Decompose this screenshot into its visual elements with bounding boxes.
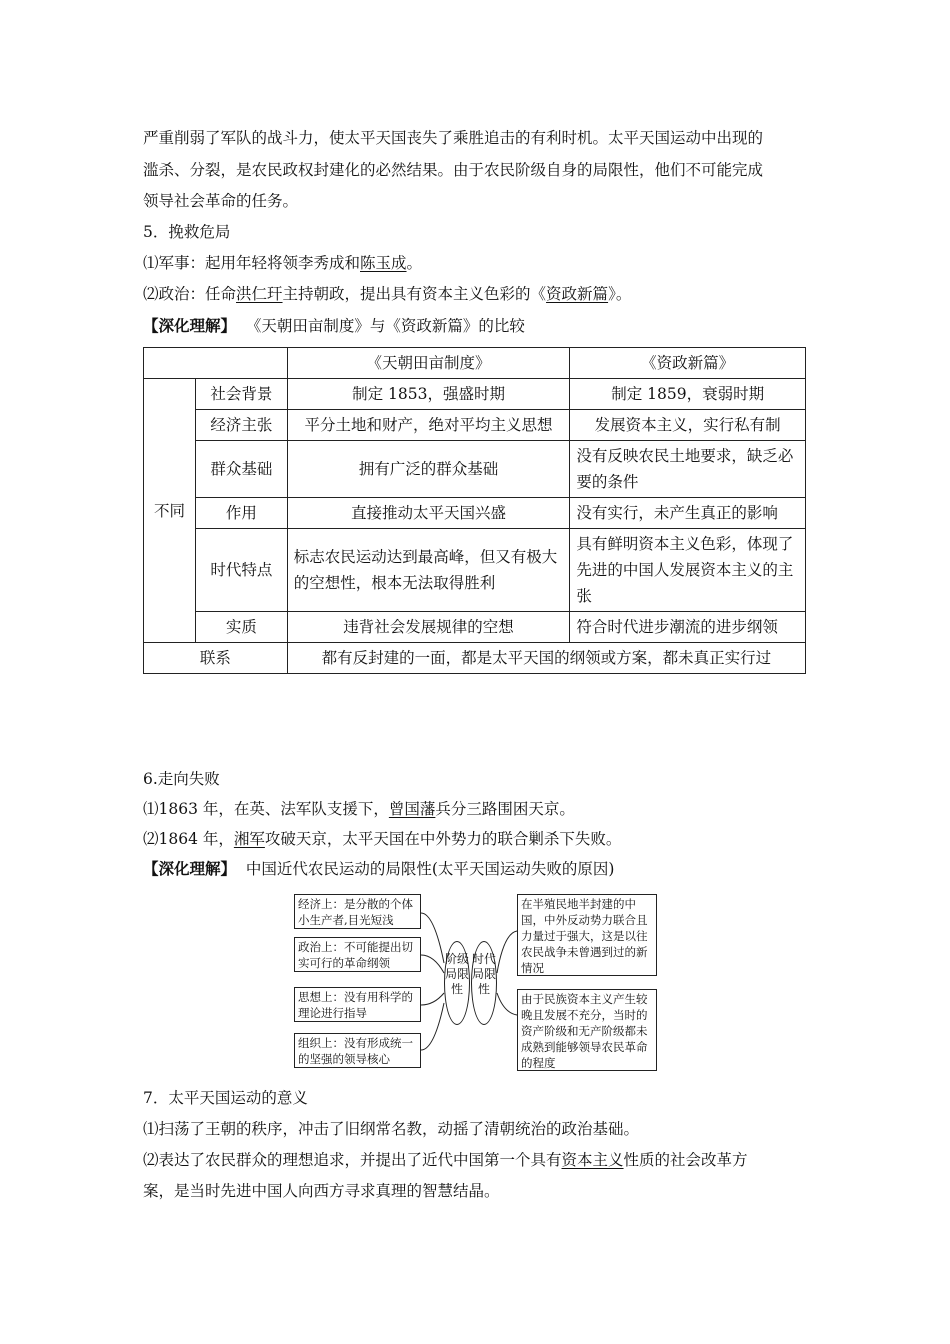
section-5-item-2 xyxy=(143,284,631,304)
table-row-label: 实质 xyxy=(195,612,287,643)
diagram-left-box: 组织上：没有形成统一的坚强的领导核心 xyxy=(294,1033,421,1068)
section-7-heading: 7．太平天国运动的意义 xyxy=(143,1089,308,1107)
table-cell: 没有实行，未产生真正的影响 xyxy=(570,498,806,529)
table-row-label: 社会背景 xyxy=(195,379,287,410)
text: 主持朝政，提出具有资本主义色彩的《 xyxy=(282,285,547,303)
section-6-heading: 6.走向失败 xyxy=(143,770,220,788)
diagram-left-box: 思想上：没有用科学的理论进行指导 xyxy=(294,987,421,1022)
deepen-heading-1 xyxy=(143,316,525,336)
diagram-left-box: 经济上：是分散的个体小生产者,目光短浅 xyxy=(294,894,421,929)
intro-line-3: 领导社会革命的任务。 xyxy=(143,192,299,210)
table-row xyxy=(144,441,806,498)
table-cell: 符合时代进步潮流的进步纲领 xyxy=(570,612,806,643)
table-header-cell: 《资政新篇》 xyxy=(570,348,806,379)
underlined-term: 湘军 xyxy=(233,830,265,848)
underlined-term: 洪仁玕 xyxy=(236,285,283,303)
table-row-label: 时代特点 xyxy=(195,529,287,612)
text: 。 xyxy=(406,254,423,272)
table-row xyxy=(144,529,806,612)
table-header-row xyxy=(144,348,806,379)
text: ⑵表达了农民群众的理想追求，并提出了近代中国第一个具有 xyxy=(143,1151,562,1169)
section-7-item-2 xyxy=(143,1150,748,1170)
table-header-cell: 《天朝田亩制度》 xyxy=(287,348,570,379)
table-cell: 都有反封建的一面，都是太平天国的纲领或方案，都未真正实行过 xyxy=(287,643,805,674)
diagram-right-box: 由于民族资本主义产生较晚且发展不充分，当时的资产阶级和无产阶级都未成熟到能够领导农民革命的程度 xyxy=(517,989,657,1071)
deepen-tag: 【深化理解】 xyxy=(143,316,237,335)
table-row xyxy=(144,498,806,529)
section-5-heading: 5．挽救危局 xyxy=(143,223,231,241)
intro-line-1: 严重削弱了军队的战斗力，使太平天国丧失了乘胜追击的有利时机。太平天国运动中出现的 xyxy=(143,129,764,147)
underlined-term: 陈玉成 xyxy=(360,254,407,272)
table-cell: 拥有广泛的群众基础 xyxy=(287,441,570,498)
text: ⑴1863 年，在英、法军队支援下， xyxy=(143,800,389,818)
text: 》。 xyxy=(608,285,632,303)
table-row-label: 经济主张 xyxy=(195,410,287,441)
deepen-heading-2 xyxy=(143,859,614,879)
underlined-term: 资本主义 xyxy=(561,1151,624,1169)
underlined-term: 资政新篇 xyxy=(546,285,609,303)
table-cell: 违背社会发展规律的空想 xyxy=(287,612,570,643)
diagram-oval-class: 阶级局限性 xyxy=(444,941,470,1025)
text: 性质的社会改革方 xyxy=(623,1151,748,1169)
section-6-item-1 xyxy=(143,799,575,819)
table-link-row xyxy=(144,643,806,674)
table-row xyxy=(144,379,806,410)
table-corner-cell xyxy=(144,348,288,379)
text: 攻破天京，太平天国在中外势力的联合剿杀下失败。 xyxy=(264,830,622,848)
text: ⑵政治：任命 xyxy=(143,285,237,303)
comparison-table xyxy=(143,347,806,674)
section-7-item-2-cont: 案，是当时先进中国人向西方寻求真理的智慧结晶。 xyxy=(143,1182,500,1200)
diagram-right-box: 在半殖民地半封建的中国，中外反动势力联合且力量过于强大，这是以往农民战争未曾遇到过的新情况 xyxy=(517,894,657,976)
section-5-item-1 xyxy=(143,253,422,273)
table-cell: 发展资本主义，实行私有制 xyxy=(570,410,806,441)
table-row xyxy=(144,410,806,441)
section-6-item-2 xyxy=(143,829,621,849)
table-row-label: 作用 xyxy=(195,498,287,529)
intro-line-2: 滥杀、分裂，是农民政权封建化的必然结果。由于农民阶级自身的局限性，他们不可能完成 xyxy=(143,161,764,179)
table-cell: 标志农民运动达到最高峰，但又有极大的空想性，根本无法取得胜利 xyxy=(287,529,570,612)
text: ⑴军事：起用年轻将领李秀成和 xyxy=(143,254,361,272)
limitation-diagram xyxy=(294,893,660,1073)
underlined-term: 曾国藩 xyxy=(388,800,436,818)
diagram-left-box: 政治上：不可能提出切实可行的革命纲领 xyxy=(294,937,421,972)
deepen-tag: 【深化理解】 xyxy=(143,859,237,878)
text: ⑵1864 年， xyxy=(143,830,234,848)
deepen-title: 中国近代农民运动的局限性(太平天国运动失败的原因) xyxy=(245,860,615,878)
deepen-title: 《天朝田亩制度》与《资政新篇》的比较 xyxy=(245,317,525,335)
text: 兵分三路围困天京。 xyxy=(435,800,575,818)
section-7-item-1: ⑴扫荡了王朝的秩序，冲击了旧纲常名教，动摇了清朝统治的政治基础。 xyxy=(143,1120,640,1138)
table-row-label: 联系 xyxy=(144,643,288,674)
table-row xyxy=(144,612,806,643)
table-cell: 平分土地和财产，绝对平均主义思想 xyxy=(287,410,570,441)
table-cell: 制定 1853，强盛时期 xyxy=(287,379,570,410)
table-group-cell: 不同 xyxy=(144,379,196,643)
table-cell: 具有鲜明资本主义色彩，体现了先进的中国人发展资本主义的主张 xyxy=(570,529,806,612)
table-cell: 制定 1859，衰弱时期 xyxy=(570,379,806,410)
table-cell: 没有反映农民土地要求，缺乏必要的条件 xyxy=(570,441,806,498)
table-cell: 直接推动太平天国兴盛 xyxy=(287,498,570,529)
diagram-oval-era: 时代局限性 xyxy=(471,941,497,1025)
table-row-label: 群众基础 xyxy=(195,441,287,498)
